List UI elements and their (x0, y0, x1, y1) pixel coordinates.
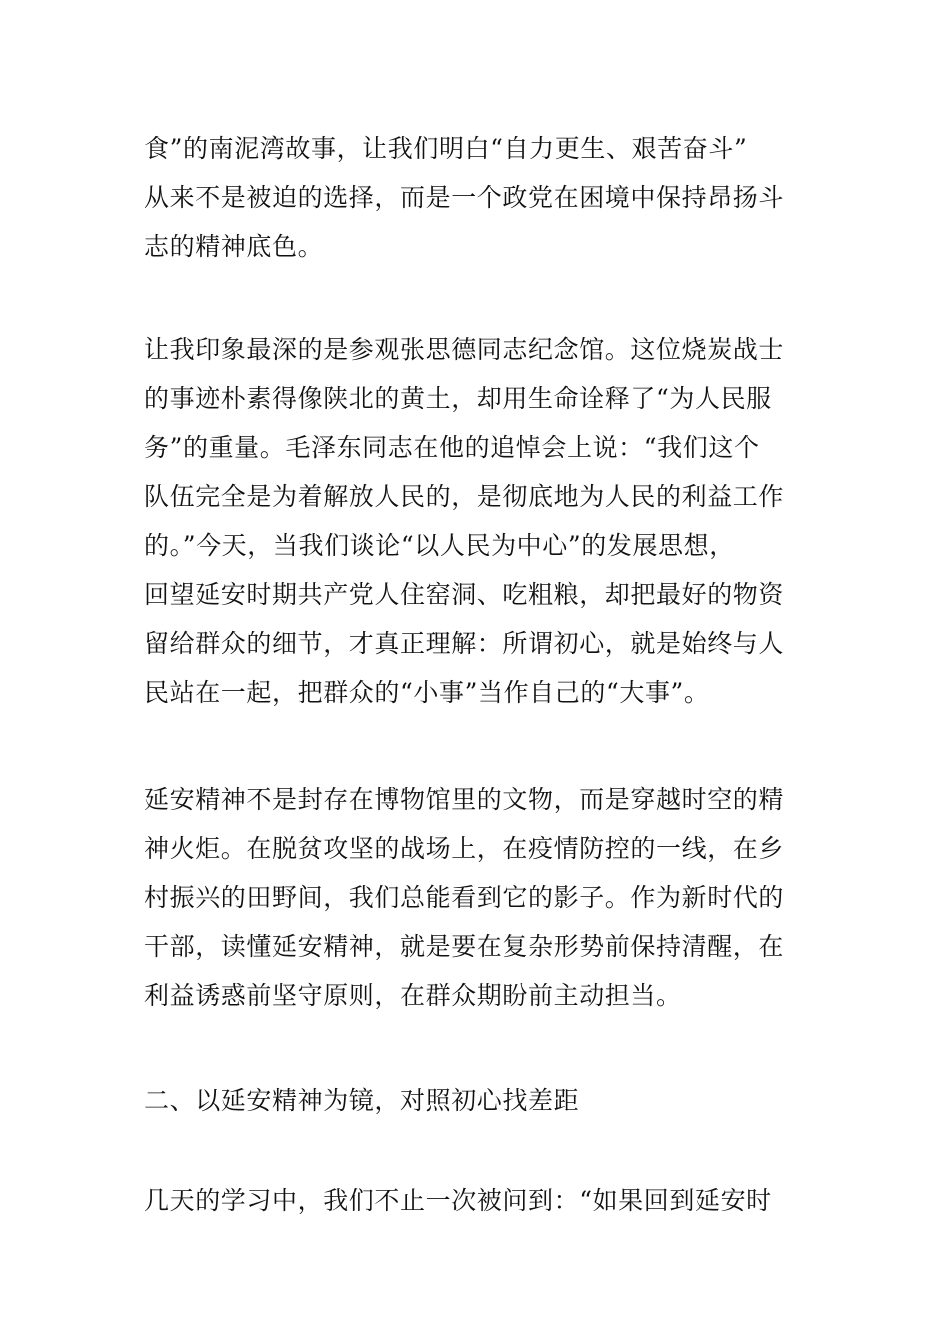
paragraph-yanan-spirit (144, 775, 814, 1020)
paragraph-line: 延安精神不是封存在博物馆里的文物，而是穿越时空的精 (144, 785, 785, 814)
paragraph-line: 务”的重量。毛泽东同志在他的追悼会上说：“我们这个 (144, 433, 760, 462)
paragraph-line: 的。”今天，当我们谈论“以人民为中心”的发展思想， (144, 531, 735, 560)
paragraph-line: 神火炬。在脱贫攻坚的战场上，在疫情防控的一线，在乡 (144, 834, 785, 863)
paragraph-line: 干部，读懂延安精神，就是要在复杂形势前保持清醒，在 (144, 932, 785, 961)
paragraph-line: 让我印象最深的是参观张思德同志纪念馆。这位烧炭战士 (144, 335, 785, 364)
paragraph-line: 队伍完全是为着解放人民的，是彻底地为人民的利益工作 (144, 482, 785, 511)
paragraph-line: 村振兴的田野间，我们总能看到它的影子。作为新时代的 (144, 883, 785, 912)
paragraph-line: 民站在一起，把群众的“小事”当作自己的“大事”。 (144, 678, 710, 707)
paragraph-nanniwan (144, 124, 814, 271)
section-heading: 二、以延安精神为镜，对照初心找差距 (144, 1086, 580, 1115)
paragraph-line: 回望延安时期共产党人住窑洞、吃粗粮，却把最好的物资 (144, 580, 785, 609)
paragraph-line: 从来不是被迫的选择，而是一个政党在困境中保持昂扬斗 (144, 183, 785, 212)
paragraph-line: 食”的南泥湾故事，让我们明白“自力更生、艰苦奋斗” (144, 134, 748, 163)
paragraph-line: 利益诱惑前坚守原则，在群众期盼前主动担当。 (144, 981, 682, 1010)
paragraph-zhang-side (144, 325, 814, 717)
paragraph-line: 志的精神底色。 (144, 232, 324, 261)
section-heading-block (144, 1076, 814, 1125)
paragraph-study (144, 1176, 814, 1225)
paragraph-line: 几天的学习中，我们不止一次被问到：“如果回到延安时 (144, 1186, 772, 1215)
paragraph-line: 留给群众的细节，才真正理解：所谓初心，就是始终与人 (144, 629, 785, 658)
paragraph-line: 的事迹朴素得像陕北的黄土，却用生命诠释了“为人民服 (144, 384, 772, 413)
